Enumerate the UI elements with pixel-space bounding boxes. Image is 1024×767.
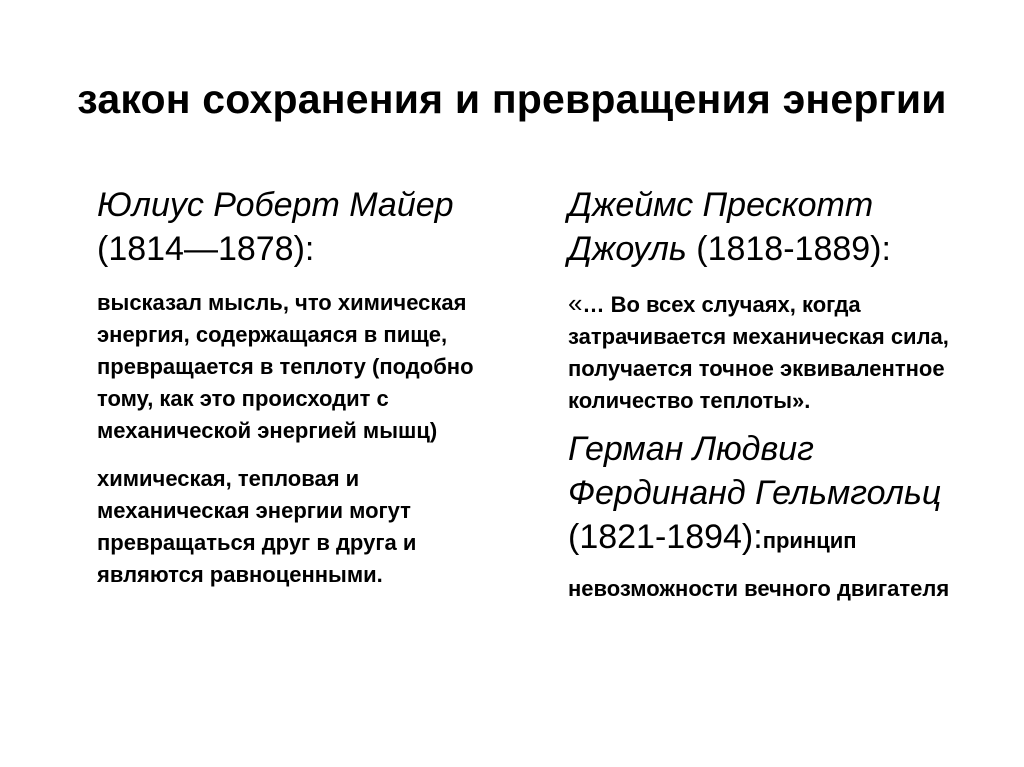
slide-title: закон сохранения и превращения энергии: [77, 76, 947, 122]
mayer-dates: (1814—1878):: [97, 230, 315, 268]
mayer-heading: [97, 183, 517, 271]
left-column: [97, 183, 517, 591]
joule-quote-text: … Во всех случаях, когда затрачивается механическая сила, получается точное эквивалентное количество теплоты».: [568, 292, 949, 413]
joule-quote-open: «: [568, 288, 583, 318]
joule-dates: (1818-1889):: [696, 230, 891, 268]
helmholtz-text: принцип невозможности вечного двигателя: [568, 528, 950, 601]
mayer-paragraph-1: высказал мысль, что химическая энергия, содержащаяся в пище, превращается в теплоту (подобно тому, как это происходит с механической энергией мышц): [97, 290, 474, 443]
joule-quote: [568, 287, 988, 417]
right-column: [568, 183, 988, 611]
helmholtz-dates: (1821-1894):: [568, 518, 763, 556]
joule-name-part1: Джеймс Прескотт: [568, 186, 874, 224]
joule-heading: [568, 183, 988, 271]
mayer-paragraph-2: химическая, тепловая и механическая энергии могут превращаться друг в друга и являются равноценными.: [97, 466, 417, 587]
helmholtz-heading: [568, 427, 988, 611]
helmholtz-name: Герман Людвиг Фердинанд Гельмгольц: [568, 430, 942, 512]
joule-name-part2: Джоуль: [568, 230, 687, 268]
mayer-name: Юлиус Роберт Майер: [97, 186, 454, 224]
